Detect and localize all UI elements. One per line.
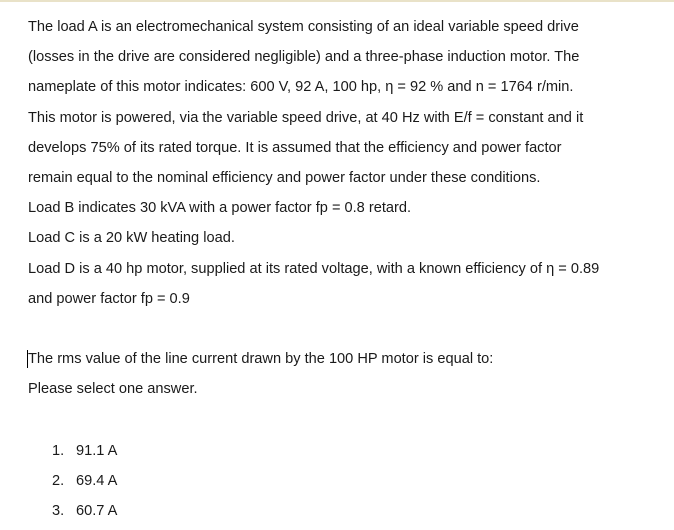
answer-number: 3. [52, 503, 65, 520]
answer-label: 91.1 A [76, 443, 118, 459]
problem-line: nameplate of this motor indicates: 600 V, 92 A, 100 hp, η = 92 % and n = 1764 r/min. [28, 79, 574, 96]
answer-label: 60.7 A [76, 503, 118, 520]
problem-line: (losses in the drive are considered negligible) and a three-phase induction motor. The [28, 49, 580, 66]
question-block [28, 344, 658, 404]
problem-line: remain equal to the nominal efficiency and power factor under these conditions. [28, 169, 541, 186]
answer-option-3[interactable] [52, 496, 117, 526]
answer-label: 69.4 A [76, 473, 118, 490]
problem-statement [28, 12, 658, 314]
problem-line: This motor is powered, via the variable speed drive, at 40 Hz with E/f = constant and it [28, 109, 584, 126]
answer-number: 2. [52, 473, 65, 490]
problem-line: develops 75% of its rated torque. It is assumed that the efficiency and power factor [28, 139, 562, 156]
answer-instruction: Please select one answer. [28, 381, 198, 398]
question-text: The rms value of the line current drawn by the 100 HP motor is equal to: [28, 351, 494, 367]
question-text-container [28, 344, 658, 374]
answer-option-1[interactable] [52, 436, 117, 466]
load-b-line: Load B indicates 30 kVA with a power factor fp = 0.8 retard. [28, 200, 412, 217]
answer-option-2[interactable] [52, 466, 117, 496]
answer-number: 1. [52, 443, 65, 459]
load-c-line: Load C is a 20 kW heating load. [28, 230, 235, 247]
text-cursor [27, 350, 28, 368]
load-d-line: Load D is a 40 hp motor, supplied at its rated voltage, with a known efficiency of η = 0.89 [28, 260, 600, 277]
problem-line: The load A is an electromechanical system consisting of an ideal variable speed drive [28, 19, 579, 35]
top-divider [0, 0, 674, 2]
load-d-line-continued: and power factor fp = 0.9 [28, 290, 190, 307]
answer-list [52, 436, 117, 527]
